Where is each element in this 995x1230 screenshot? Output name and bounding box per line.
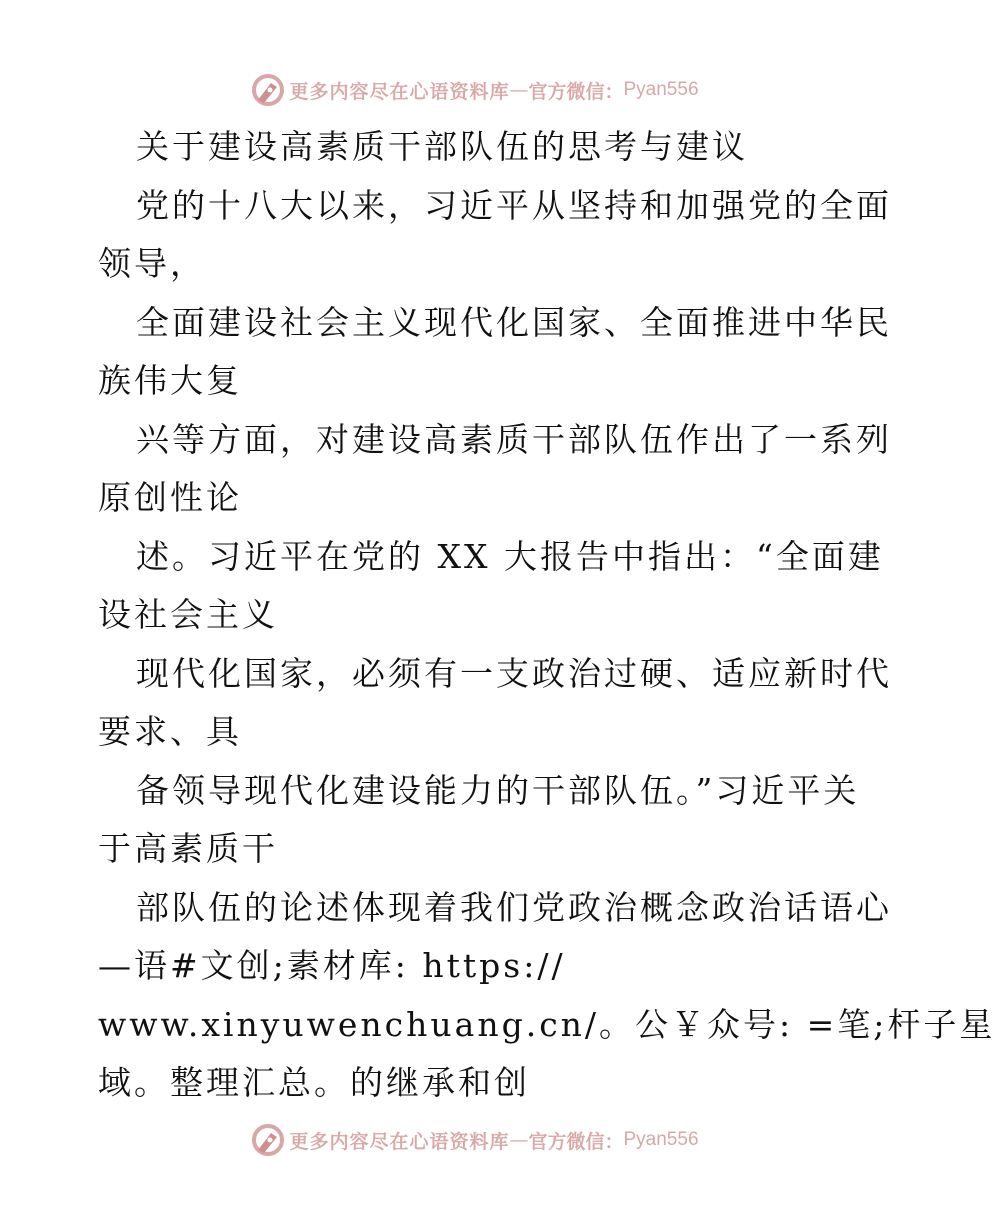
banner-main-text: 更多内容尽在心语资料库 xyxy=(289,1130,510,1153)
banner-wechat-label: 官方微信： xyxy=(528,80,624,103)
document-body xyxy=(98,118,995,1113)
doc-line: www.xinyuwenchuang.cn/。公￥众号: =笔;杆子星 xyxy=(98,1004,995,1044)
doc-line: 现代化国家，必须有一支政治过硬、适应新时代 xyxy=(136,653,892,693)
doc-title: 关于建设高素质干部队伍的思考与建议 xyxy=(136,127,748,166)
banner-separator: — xyxy=(509,79,529,101)
doc-line: 族伟大复 xyxy=(98,361,242,400)
doc-line: 领导， xyxy=(98,244,206,283)
banner-wechat-id: Pyan556 xyxy=(623,79,699,100)
banner-main-text: 更多内容尽在心语资料库 xyxy=(289,80,510,103)
doc-line: 全面建设社会主义现代化国家、全面推进中华民 xyxy=(136,302,892,342)
doc-line: 设社会主义 xyxy=(98,595,278,634)
doc-line: 备领导现代化建设能力的干部队伍。”习近平关 xyxy=(136,770,860,810)
doc-line: 于高素质干 xyxy=(98,829,278,868)
pen-nib-logo-icon xyxy=(251,1123,285,1157)
banner-wechat-id: Pyan556 xyxy=(623,1129,699,1150)
doc-line: 域。整理汇总。的继承和创 xyxy=(98,1063,530,1102)
footer-banner xyxy=(0,1120,950,1160)
doc-line: 党的十八大以来，习近平从坚持和加强党的全面 xyxy=(136,185,892,225)
doc-line: 述。习近平在党的 XX 大报告中指出：“全面建 xyxy=(136,536,884,576)
doc-line: 原创性论 xyxy=(98,478,242,517)
banner-wechat-label: 官方微信： xyxy=(528,1130,624,1153)
pen-nib-logo-icon xyxy=(251,73,285,107)
header-banner xyxy=(0,70,950,110)
doc-line: 要求、具 xyxy=(98,712,242,751)
banner-separator: — xyxy=(509,1129,529,1151)
doc-line: 部队伍的论述体现着我们党政治概念政治话语心 xyxy=(136,887,892,927)
doc-line: —语#文创;素材库: https:// xyxy=(98,946,566,985)
doc-line: 兴等方面，对建设高素质干部队伍作出了一系列 xyxy=(136,419,892,459)
